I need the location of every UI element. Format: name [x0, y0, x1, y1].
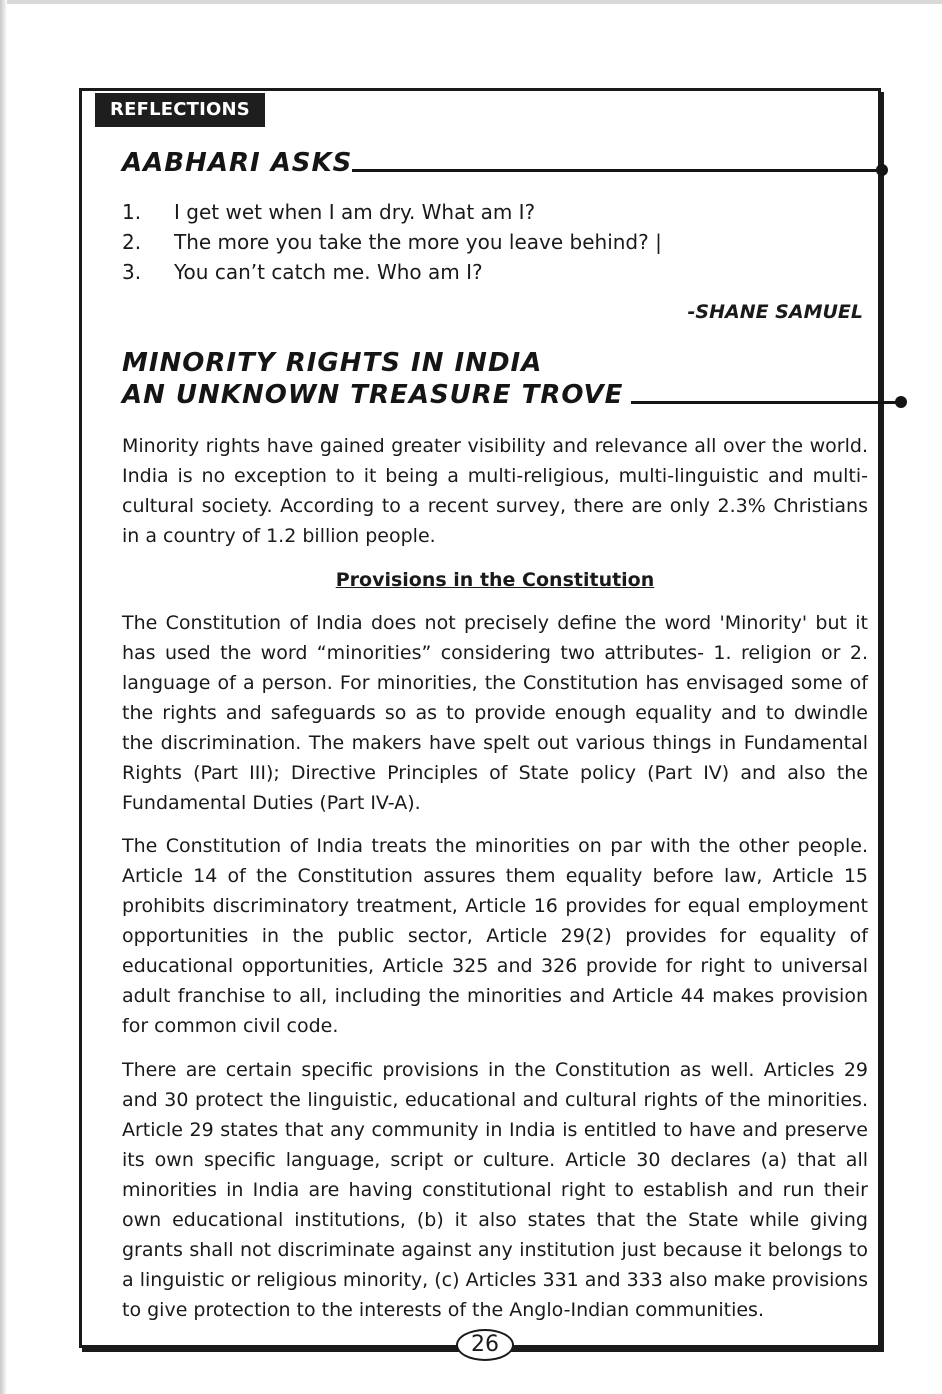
article-intro [122, 431, 868, 551]
page-frame [79, 88, 881, 1357]
riddle-text: The more you take the more you leave behind? | [174, 230, 662, 254]
article-title-line-1: MINORITY RIGHTS IN INDIA [122, 348, 543, 378]
section-subheading: Provisions in the Constitution [335, 569, 655, 591]
riddle-item [122, 227, 862, 257]
riddle-number: 2. [122, 230, 142, 254]
body-paragraph: There are certain specific provisions in the Constitution as well. Articles 29 and 30 protect the linguistic, educational and cultural rights of the minorities. Article 29 states that any community in India is entitled to have and preserve its own specific language, script or culture. Article 30 declares (a) that all minorities in India are having constitutional right to establish and run their own educational institutions, (b) it also states that the State while giving grants shall not discriminate against any institution just because it belongs to a linguistic or religious minority, (c) Articles 331 and 333 also make provisions to give protection to the interests of the Anglo-Indian communities. [122, 1059, 868, 1321]
riddle-list [122, 197, 862, 287]
article-paragraph-1 [122, 608, 868, 818]
riddle-item [122, 197, 862, 227]
body-paragraph: The Constitution of India does not precisely define the word 'Minority' but it has used the word “minorities” considering two attributes- 1. religion or 2. language of a person. For minorities, the Constitution has envisaged some of the rights and safeguards so as to provide enough equality and to dwindle the discrimination. The makers have spelt out various things in Fundamental Rights (Part III); Directive Principles of State policy (Part IV) and also the Fundamental Duties (Part IV-A). [122, 612, 868, 814]
intro-paragraph: Minority rights have gained greater visibility and relevance all over the world. India is no exception to it being a multi-religious, multi-linguistic and multi-cultural society. According to a recent survey, there are only 2.3% Christians in a country of 1.2 billion people. [122, 435, 868, 547]
article-heading-rule [631, 401, 901, 404]
riddle-item [122, 257, 862, 287]
section-tag: REFLECTIONS [95, 93, 265, 127]
riddle-credit: -SHANE SAMUEL [687, 301, 863, 323]
page-number: 26 [456, 1329, 514, 1361]
page-edge-left [0, 0, 7, 1394]
article-title-line-2: AN UNKNOWN TREASURE TROVE [122, 380, 624, 410]
riddle-number: 3. [122, 260, 142, 284]
riddle-text: You can’t catch me. Who am I? [174, 260, 483, 284]
article-heading-row [122, 379, 901, 411]
aabhari-heading-rule [352, 169, 882, 172]
page-edge-top [0, 0, 942, 4]
article-heading [122, 347, 901, 411]
riddle-text: I get wet when I am dry. What am I? [174, 200, 536, 224]
aabhari-heading-row [122, 147, 882, 179]
aabhari-title: AABHARI ASKS [122, 148, 353, 178]
riddle-number: 1. [122, 200, 142, 224]
article-paragraph-3 [122, 1055, 868, 1325]
article-paragraph-2 [122, 831, 868, 1041]
body-paragraph: The Constitution of India treats the minorities on par with the other people. Article 14 of the Constitution assures them equality before law, Article 15 prohibits discriminatory treatment, Article 16 provides for equal employment opportunities in the public sector, Article 29(2) provides for equality of educational opportunities, Article 325 and 326 provide for right to universal adult franchise to all, including the minorities and Article 44 makes provision for common civil code. [122, 835, 868, 1037]
